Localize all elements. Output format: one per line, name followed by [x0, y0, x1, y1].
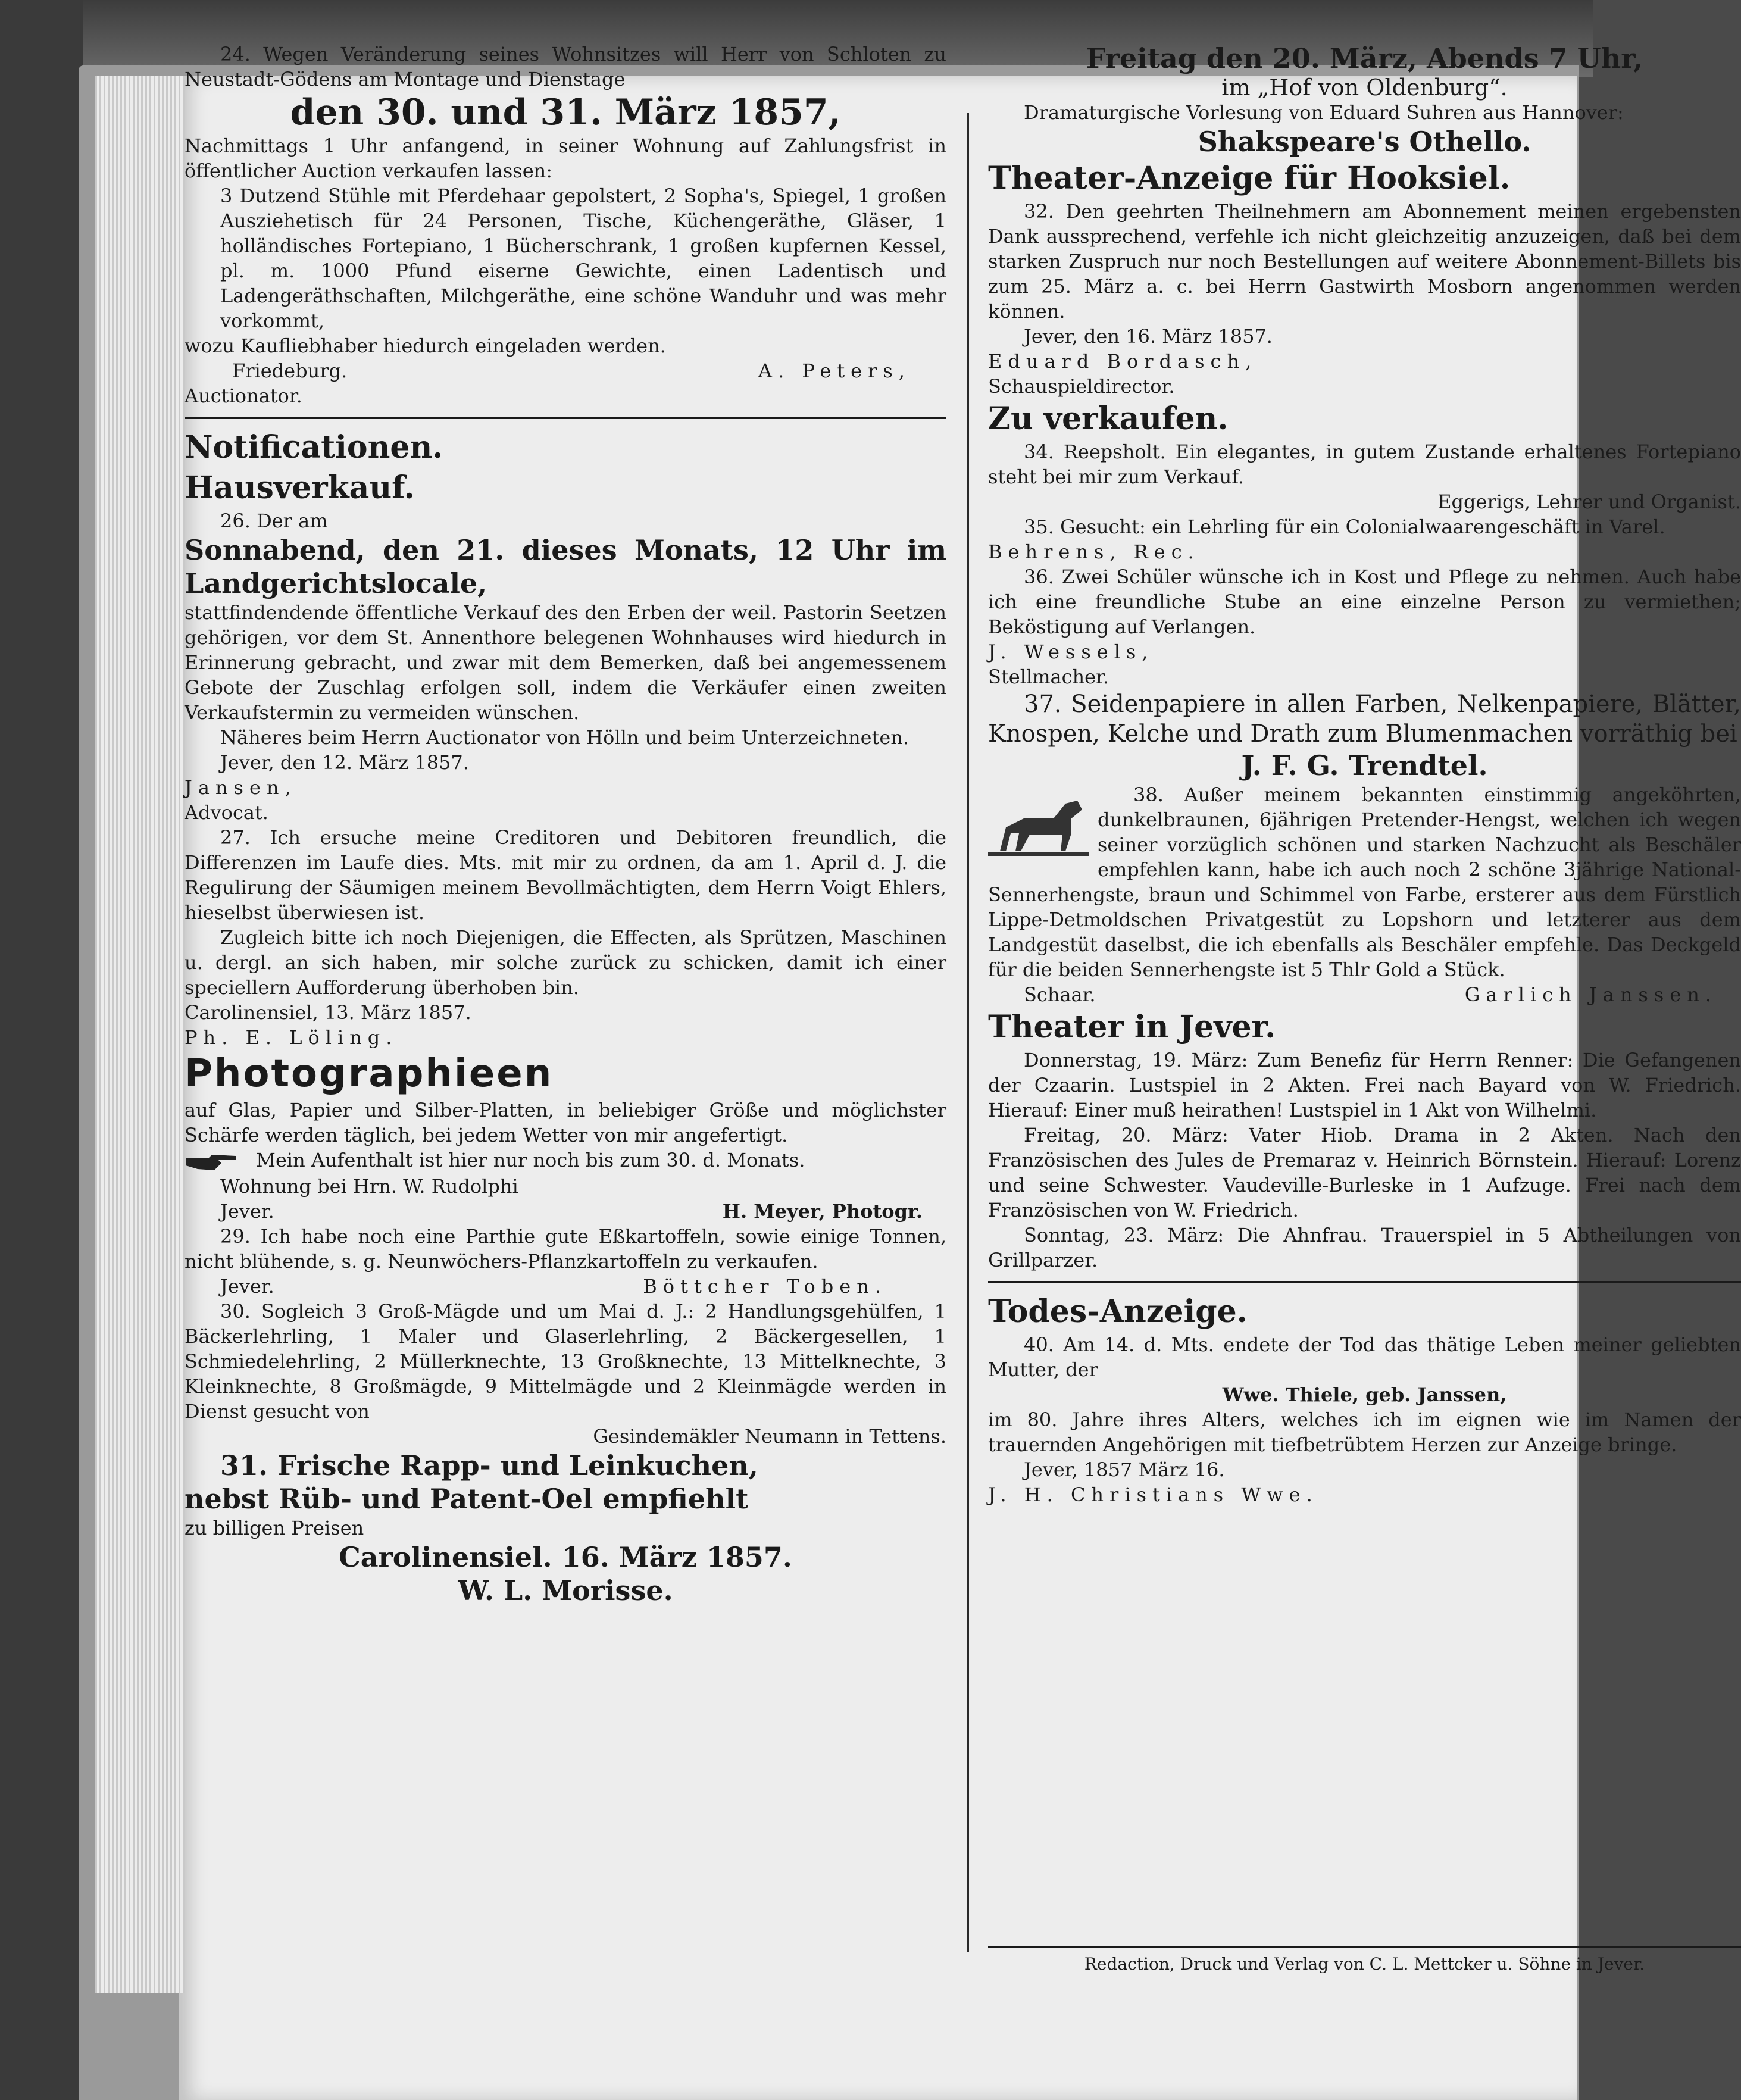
notice-29-sig-line — [185, 1274, 946, 1299]
notice-35-signature: Behrens, Rec. — [988, 540, 1200, 563]
notice-29-body: 29. Ich habe noch eine Parthie gute Eßkartoffeln, sowie einige Tonnen, nicht blühende, s. g. Neunwöchers-Pflanzkartoffeln zu verkaufen. — [185, 1224, 946, 1273]
notice-27-signature: Ph. E. Löling. — [185, 1026, 398, 1049]
notice-26-sig-title: Advocat. — [185, 801, 268, 824]
photographieen-title: Photographieen — [185, 1052, 554, 1096]
notice-27-body2: Zugleich bitte ich noch Diejenigen, die Effecten, als Sprützen, Maschinen u. dergl. an sich haben, mir solche zurück zu schicken, damit ich einer speciellern Aufforderung überhoben bin. — [185, 926, 946, 999]
theater-hooksiel-dateline: Jever, den 16. März 1857. — [1024, 325, 1273, 348]
zu-verkaufen-body: 34. Reepsholt. Ein elegantes, in gutem Zustande erhaltenes Fortepiano steht bei mir zum Verkauf. — [988, 440, 1741, 488]
photo-signature: H. Meyer, Photogr. — [722, 1199, 923, 1223]
theater-hooksiel-title: Theater-Anzeige für Hooksiel. — [988, 160, 1511, 196]
left-column — [185, 42, 946, 1607]
photo-place: Jever. — [220, 1199, 274, 1223]
event-subtitle: im „Hof von Oldenburg“. — [1221, 74, 1508, 101]
notice-24-signature-line — [185, 358, 946, 383]
zu-verkaufen-title: Zu verkaufen. — [988, 401, 1229, 437]
photo-address: Wohnung bei Hrn. W. Rudolphi — [220, 1174, 518, 1198]
todes-name: Wwe. Thiele, geb. Janssen, — [1222, 1383, 1507, 1406]
page-stack-edge — [95, 76, 185, 1993]
notice-38-signature: Garlich Janssen. — [1464, 983, 1717, 1006]
notice-24-date: den 30. und 31. März 1857, — [290, 92, 841, 133]
notice-38-sig-line — [988, 982, 1741, 1007]
notice-30-body: 30. Sogleich 3 Groß-Mägde und um Mai d. J.: 2 Handlungsgehülfen, 1 Bäckerlehrling, 1 Maler und Glaserlehrling, 2 Bäckergesellen, 1 Schmiedelehrling, 2 Müllerknechte, 13 Großknechte, 13 Mittelknechte, 3 Kleinknechte, 8 Großmägde, 9 Mittelmägde und 2 Kleinmägde werden in Dienst gesucht von — [185, 1299, 946, 1423]
section-title-notificationen: Notificationen. — [185, 429, 443, 465]
theater-hooksiel-sig-title: Schauspieldirector. — [988, 375, 1175, 398]
column-divider — [967, 113, 969, 1952]
right-column — [988, 42, 1741, 1507]
theater-hooksiel-body: 32. Den geehrten Theilnehmern am Abonnement meinen ergebensten Dank aussprechend, verfehle ich nicht gleichzeitig anzuzeigen, daß bei dem starken Zuspruch nur noch Bestellungen auf weitere Abonnement-Billets bis zum 25. März a. c. bei Herrn Gastwirth Mosborn angenommen werden können. — [988, 200, 1741, 323]
notice-29-signature: Böttcher Toben. — [643, 1274, 887, 1298]
notice-26-more: Näheres beim Herrn Auctionator von Hölln und beim Unterzeichneten. — [220, 726, 909, 749]
section-rule — [988, 1281, 1741, 1283]
event-title: Freitag den 20. März, Abends 7 Uhr, — [1086, 42, 1643, 74]
notice-24-sig-title: Auctionator. — [185, 385, 302, 407]
todes-signature: J. H. Christians Wwe. — [988, 1483, 1318, 1506]
todes-body1: 40. Am 14. d. Mts. endete der Tod das thätige Leben meiner geliebten Mutter, der — [988, 1333, 1741, 1381]
notice-26-date: Sonnabend, den 21. dieses Monats, 12 Uhr im Landgerichtslocale, — [185, 534, 946, 599]
photo-sig-line — [185, 1199, 946, 1224]
notice-26-dateline: Jever, den 12. März 1857. — [220, 751, 469, 774]
notice-38-place: Schaar. — [1024, 983, 1096, 1006]
notice-38-body: 38. Außer meinem bekannten einstimmig angeköhrten, dunkelbraunen, 6jährigen Pretender-Hengst, welchen ich wegen seiner vorzüglich schönen und starken Nachzucht als Beschäler empfehlen kann, habe ich auch noch 2 schöne 3jährige National-Sennerhengste, braun und Schimmel von Farbe, ersterer aus dem Fürstlich Lippe-Detmoldschen Privatgestüt zu Lopshorn und letzterer aus dem Landgestüt daselbst, die ich ebenfalls als Beschäler empfehle. Das Deckgeld für die beiden Sennerhengste ist 5 Thlr Gold a Stück. — [988, 783, 1741, 981]
notice-31-signature: W. L. Morisse. — [458, 1574, 673, 1607]
notice-27-body: 27. Ich ersuche meine Creditoren und Debitoren freundlich, die Differenzen im Laufe dies. Mts. mit mir zu ordnen, da am 1. April d. J. die Regulirung der Säumigen meinem Bevollmächtigten, dem Herrn Voigt Ehlers, hieselbst überwiesen ist. — [185, 826, 946, 924]
notice-37-signature: J. F. G. Trendtel. — [1241, 749, 1488, 782]
zu-verkaufen-signature: Eggerigs, Lehrer und Organist. — [1437, 490, 1741, 513]
notice-36-body: 36. Zwei Schüler wünsche ich in Kost und Pflege zu nehmen. Auch habe ich eine freundliche Stube an eine einzelne Person zu vermiethen; Beköstigung auf Verlangen. — [988, 565, 1741, 638]
notice-36-sig-name: J. Wessels, — [988, 640, 1154, 663]
event-play: Shakspeare's Othello. — [1198, 126, 1531, 158]
section-title-hausverkauf: Hausverkauf. — [185, 470, 415, 506]
pointing-hand-icon — [185, 1150, 238, 1174]
photo-stay-line — [185, 1148, 946, 1174]
notice-24-text: 24. Wegen Veränderung seines Wohnsitzes will Herr von Schloten zu Neustadt-Gödens am Montage und Dienstage — [185, 43, 946, 90]
theater-hooksiel-sig-name: Eduard Bordasch, — [988, 350, 1258, 373]
notice-24-body: Nachmittags 1 Uhr anfangend, in seiner Wohnung auf Zahlungsfrist in öffentlicher Auction verkaufen lassen: — [185, 135, 946, 182]
notice-24-sig-name: A. Peters, — [758, 360, 911, 382]
todes-body2: im 80. Jahre ihres Alters, welches ich im eignen wie im Namen der trauernden Angehörigen mit tiefbetrübtem Herzen zur Anzeige bringe. — [988, 1408, 1741, 1456]
notice-31-line1: 31. Frische Rapp- und Leinkuchen, — [220, 1449, 758, 1482]
notice-30-signature: Gesindemäkler Neumann in Tettens. — [593, 1424, 946, 1448]
notice-29-place: Jever. — [220, 1274, 274, 1298]
horse-icon — [988, 786, 1089, 863]
notice-36-sig-title: Stellmacher. — [988, 665, 1109, 688]
notice-31-dateline: Carolinensiel. 16. März 1857. — [339, 1540, 792, 1573]
notice-27-dateline: Carolinensiel, 13. März 1857. — [185, 1001, 471, 1024]
theater-jever-p3: Sonntag, 23. März: Die Ahnfrau. Trauerspiel in 5 Abtheilungen von Grillparzer. — [988, 1224, 1741, 1271]
theater-jever-title: Theater in Jever. — [988, 1009, 1276, 1045]
notice-24-place: Friedeburg. — [232, 360, 348, 382]
todes-anzeige-title: Todes-Anzeige. — [988, 1293, 1248, 1330]
scanner-background-left — [0, 0, 83, 2100]
event-body: Dramaturgische Vorlesung von Eduard Suhren aus Hannover: — [1024, 101, 1624, 124]
photo-body: auf Glas, Papier und Silber-Platten, in beliebiger Größe und möglichster Schärfe werden täglich, bei jedem Wetter von mir angefertigt. — [185, 1099, 946, 1146]
photo-stay: Mein Aufenthalt ist hier nur noch bis zum 30. d. Monats. — [256, 1149, 805, 1171]
notice-24-items: 3 Dutzend Stühle mit Pferdehaar gepolstert, 2 Sopha's, Spiegel, 1 großen Ausziehetisch für 24 Personen, Tische, Küchengeräthe, Gläser, 1 holländisches Fortepiano, 1 Bücherschrank, 1 großen kupfernen Kessel, pl. m. 1000 Pfund eiserne Gewichte, einen Ladentisch und Ladengeräthschaften, Milchgeräthe, eine schöne Wanduhr und was mehr vorkommt, — [220, 185, 946, 332]
imprint-footer: Redaction, Druck und Verlag von C. L. Mettcker u. Söhne in Jever. — [988, 1946, 1741, 1974]
notice-26-body: stattfindendende öffentliche Verkauf des den Erben der weil. Pastorin Seetzen gehörigen, vor dem St. Annenthore belegenen Wohnhauses wird hiedurch in Erinnerung gebracht, und zwar mit dem Bemerken, daß bei angemessenem Gebote der Zuschlag erfolgen soll, indem die Verkäufer einen zweiten Verkaufstermin zu vermeiden wünschen. — [185, 601, 946, 724]
todes-dateline: Jever, 1857 März 16. — [1024, 1458, 1225, 1481]
notice-37-body: 37. Seidenpapiere in allen Farben, Nelkenpapiere, Blätter, Knospen, Kelche und Drath zum Blumenmachen vorräthig bei — [988, 690, 1741, 748]
notice-26-num: 26. Der am — [220, 510, 328, 532]
theater-jever-p2: Freitag, 20. März: Vater Hiob. Drama in 2 Akten. Nach den Französischen des Jules de Premaraz v. Heinrich Börnstein. Hierauf: Lorenz und seine Schwester. Vaudeville-Burleske in 1 Aufzuge. Frei nach dem Französischen von W. Friedrich. — [988, 1124, 1741, 1221]
notice-24-closing: wozu Kaufliebhaber hiedurch eingeladen werden. — [185, 335, 666, 357]
notice-35-body: 35. Gesucht: ein Lehrling für ein Colonialwaarengeschäft in Varel. — [1024, 515, 1665, 538]
section-rule — [185, 417, 946, 419]
notice-26-sig-name: Jansen, — [185, 776, 297, 799]
notice-31-line3: zu billigen Preisen — [185, 1516, 364, 1539]
notice-31-line2: nebst Rüb- und Patent-Oel empfiehlt — [185, 1482, 749, 1515]
theater-jever-p1: Donnerstag, 19. März: Zum Benefiz für Herrn Renner: Die Gefangenen der Czaarin. Lustspiel in 2 Akten. Frei nach Bayard von W. Friedrich. Hierauf: Einer muß heirathen! Lustspiel in 1 Akt von Wilhelmi. — [988, 1049, 1741, 1121]
notice-38 — [988, 782, 1741, 982]
